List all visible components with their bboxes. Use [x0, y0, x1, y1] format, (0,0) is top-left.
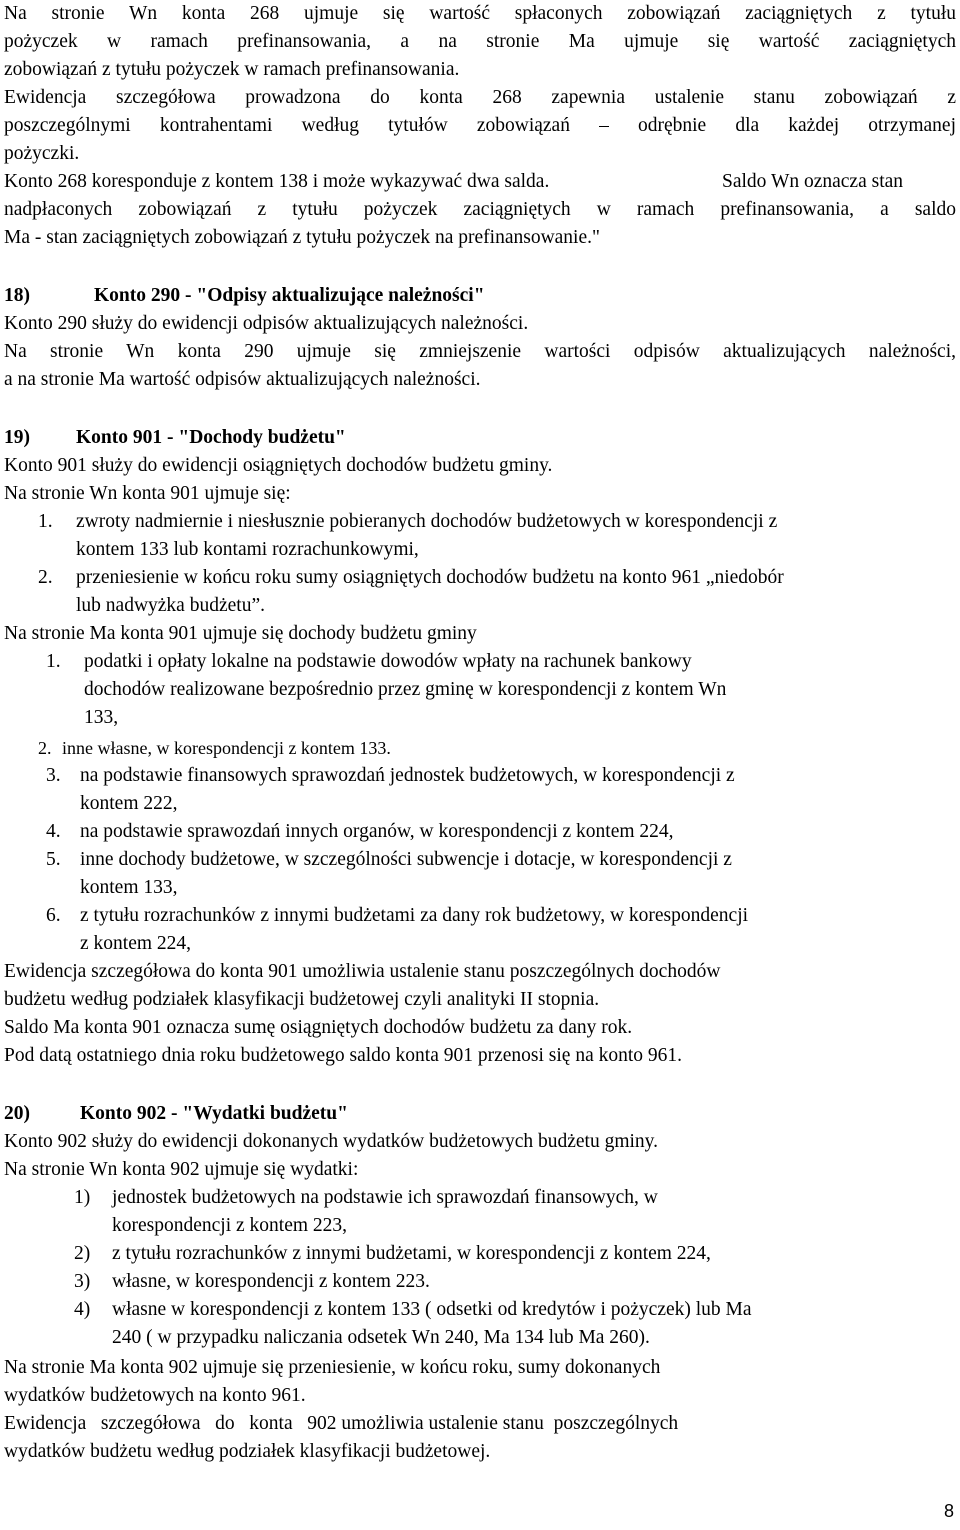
list-number: 4) [74, 1299, 91, 1320]
text-line: wydatków budżetowych na konto 961. [4, 1385, 306, 1406]
list-item: kontem 222, [80, 793, 178, 814]
text-line: budżetu według podziałek klasyfikacji budżetowej czyli analityki II stopnia. [4, 989, 600, 1010]
text-line: zobowiązań z tytułu pożyczek w ramach prefinansowania. [4, 59, 460, 80]
text-line: Konto 268 koresponduje z kontem 138 i może wykazywać dwa salda. [4, 171, 550, 192]
list-number: 1. [46, 651, 61, 672]
text-line: poszczególnymi kontrahentami według tytułów zobowiązań – odrębnie dla każdej otrzymanej [4, 115, 956, 136]
list-heading: Na stronie Ma konta 901 ujmuje się dochody budżetu gminy [4, 623, 477, 644]
section-number: 18) [4, 285, 30, 306]
list-number: 2. [38, 738, 52, 758]
section-title: Konto 901 - "Dochody budżetu" [76, 427, 346, 448]
text-line: Saldo Ma konta 901 oznacza sumę osiągniętych dochodów budżetu za dany rok. [4, 1017, 633, 1038]
text-line: Saldo Wn oznacza stan [722, 171, 904, 192]
text-line: Ewidencja szczegółowa do konta 901 umożliwia ustalenie stanu poszczególnych dochodów [4, 961, 721, 982]
section-number: 20) [4, 1103, 30, 1124]
text-line: Ma - stan zaciągniętych zobowiązań z tytułu pożyczek na prefinansowanie." [4, 227, 600, 248]
list-item: z kontem 224, [80, 933, 192, 954]
list-number: 6. [46, 905, 61, 926]
text-line: Ewidencja szczegółowa prowadzona do konta 268 zapewnia ustalenie stanu zobowiązań z [4, 87, 956, 108]
text-line: a na stronie Ma wartość odpisów aktualizujących należności. [4, 369, 481, 390]
list-item: inne własne, w korespondencji z kontem 133. [62, 738, 391, 758]
list-item: inne dochody budżetowe, w szczególności subwencje i dotacje, w korespondencji z [80, 849, 732, 870]
list-item: z tytułu rozrachunków z innymi budżetami za dany rok budżetowy, w korespondencji [80, 905, 749, 926]
section-number: 19) [4, 427, 30, 448]
list-number: 1. [38, 511, 53, 532]
list-item: jednostek budżetowych na podstawie ich sprawozdań finansowych, w [112, 1187, 658, 1208]
list-item: na podstawie finansowych sprawozdań jednostek budżetowych, w korespondencji z [80, 765, 735, 786]
list-heading: Na stronie Wn konta 902 ujmuje się wydatki: [4, 1159, 359, 1180]
list-item: lub nadwyżka budżetu”. [76, 595, 265, 616]
list-item: zwroty nadmiernie i niesłusznie pobieranych dochodów budżetowych w korespondencji z [76, 511, 778, 532]
text-line: Konto 901 służy do ewidencji osiągniętych dochodów budżetu gminy. [4, 455, 553, 476]
text-line: wydatków budżetu według podziałek klasyfikacji budżetowej. [4, 1441, 491, 1462]
list-number: 1) [74, 1187, 91, 1208]
text-line: Na stronie Wn konta 290 ujmuje się zmniejszenie wartości odpisów aktualizujących należności, [4, 341, 956, 362]
text-line: Konto 290 służy do ewidencji odpisów aktualizujących należności. [4, 313, 529, 334]
list-number: 2. [38, 567, 53, 588]
text-line: Konto 902 służy do ewidencji dokonanych wydatków budżetowych budżetu gminy. [4, 1131, 659, 1152]
list-number: 3) [74, 1271, 91, 1292]
list-number: 5. [46, 849, 61, 870]
list-item: z tytułu rozrachunków z innymi budżetami, w korespondencji z kontem 224, [112, 1243, 711, 1264]
list-item: 240 ( w przypadku naliczania odsetek Wn 240, Ma 134 lub Ma 260). [112, 1327, 650, 1348]
list-item: 133, [84, 707, 119, 728]
section-title: Konto 290 - "Odpisy aktualizujące należności" [94, 285, 485, 306]
text-line: Na stronie Ma konta 902 ujmuje się przeniesienie, w końcu roku, sumy dokonanych [4, 1357, 661, 1378]
section-title: Konto 902 - "Wydatki budżetu" [80, 1103, 348, 1124]
text-line: pożyczki. [4, 143, 80, 164]
list-heading: Na stronie Wn konta 901 ujmuje się: [4, 483, 291, 504]
list-item: kontem 133, [80, 877, 178, 898]
text-line: nadpłaconych zobowiązań z tytułu pożyczek zaciągniętych w ramach prefinansowania, a saldo [4, 199, 956, 220]
text-line: pożyczek w ramach prefinansowania, a na stronie Ma ujmuje się wartość zaciągniętych [4, 31, 956, 52]
text-line: Na stronie Wn konta 268 ujmuje się wartość spłaconych zobowiązań zaciągniętych z tytułu [4, 3, 956, 24]
list-item: na podstawie sprawozdań innych organów, w korespondencji z kontem 224, [80, 821, 674, 842]
list-number: 4. [46, 821, 61, 842]
list-item: korespondencji z kontem 223, [112, 1215, 348, 1236]
list-item: kontem 133 lub kontami rozrachunkowymi, [76, 539, 419, 560]
list-item: własne, w korespondencji z kontem 223. [112, 1271, 430, 1292]
page-number: 8 [943, 1501, 954, 1521]
list-item: podatki i opłaty lokalne na podstawie dowodów wpłaty na rachunek bankowy [84, 651, 692, 672]
text-line: Pod datą ostatniego dnia roku budżetowego saldo konta 901 przenosi się na konto 961. [4, 1045, 683, 1066]
list-item: dochodów realizowane bezpośrednio przez gminę w korespondencji z kontem Wn [84, 679, 727, 700]
text-line: Ewidencja szczegółowa do konta 902 umożliwia ustalenie stanu poszczególnych [4, 1413, 679, 1434]
list-item: własne w korespondencji z kontem 133 ( odsetki od kredytów i pożyczek) lub Ma [112, 1299, 752, 1320]
list-item: przeniesienie w końcu roku sumy osiągniętych dochodów budżetu na konto 961 „niedobór [76, 567, 784, 588]
list-number: 3. [46, 765, 61, 786]
list-number: 2) [74, 1243, 91, 1264]
